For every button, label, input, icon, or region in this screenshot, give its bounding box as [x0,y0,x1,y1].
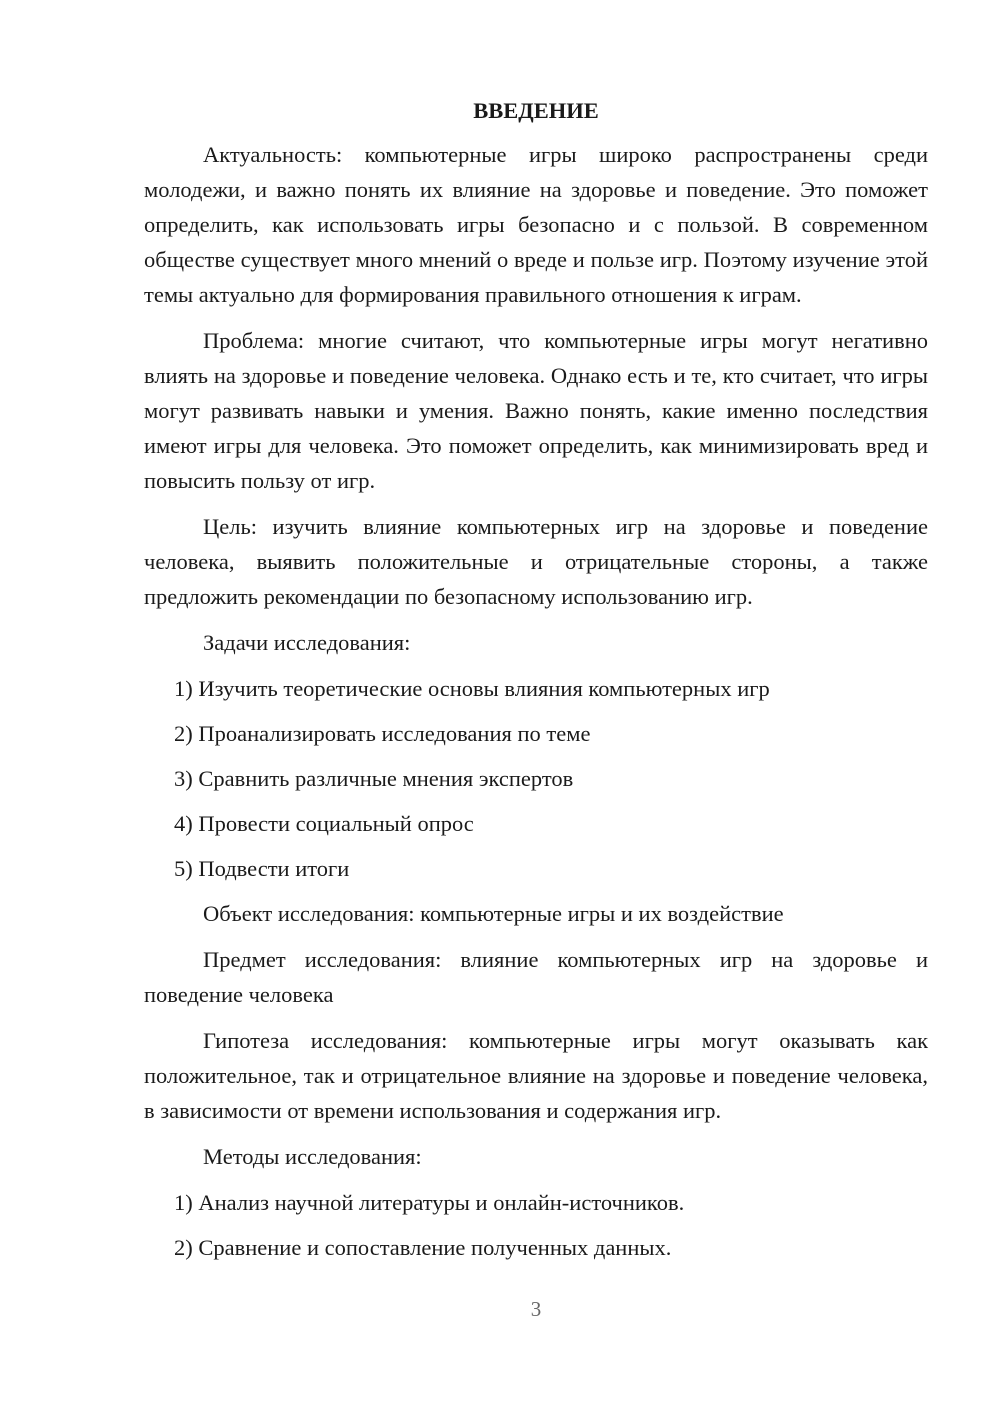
methods-list [144,1185,928,1265]
tasks-heading: Задачи исследования: [203,630,411,655]
list-item: 1) Изучить теоретические основы влияния компьютерных игр [174,676,770,701]
list-item: 3) Сравнить различные мнения экспертов [174,766,574,791]
page-content [144,96,928,1275]
list-item: 2) Проанализировать исследования по теме [174,721,591,746]
problem-paragraph: Проблема: многие считают, что компьютерные игры могут негативно влиять на здоровье и поведение человека. Однако есть и те, кто считает, что игры могут развивать навыки и умения. Важно понять, какие именно последствия имеют игры для человека. Это поможет определить, как минимизировать вред и повысить пользу от игр. [144,328,928,493]
list-item: 1) Анализ научной литературы и онлайн-источников. [174,1190,685,1215]
list-item: 5) Подвести итоги [174,856,350,881]
methods-heading: Методы исследования: [203,1144,422,1169]
list-item: 2) Сравнение и сопоставление полученных данных. [174,1235,672,1260]
page-title: ВВЕДЕНИЕ [473,98,599,123]
goal-paragraph: Цель: изучить влияние компьютерных игр на здоровье и поведение человека, выявить положительные и отрицательные стороны, а также предложить рекомендации по безопасному использованию игр. [144,514,928,609]
subject-paragraph: Предмет исследования: влияние компьютерных игр на здоровье и поведение человека [144,947,928,1007]
hypothesis-paragraph: Гипотеза исследования: компьютерные игры могут оказывать как положительное, так и отрицательное влияние на здоровье и поведение человека, в зависимости от времени использования и содержания игр. [144,1028,928,1123]
page-number: 3 [530,1297,542,1321]
relevance-paragraph: Актуальность: компьютерные игры широко распространены среди молодежи, и важно понять их влияние на здоровье и поведение. Это поможет определить, как использовать игры безопасно и с пользой. В современном обществе существует много мнений о вреде и пользе игр. Поэтому изучение этой темы актуально для формирования правильного отношения к играм. [144,142,928,307]
tasks-list [144,671,928,886]
list-item: 4) Провести социальный опрос [174,811,474,836]
object-paragraph: Объект исследования: компьютерные игры и их воздействие [203,901,784,926]
